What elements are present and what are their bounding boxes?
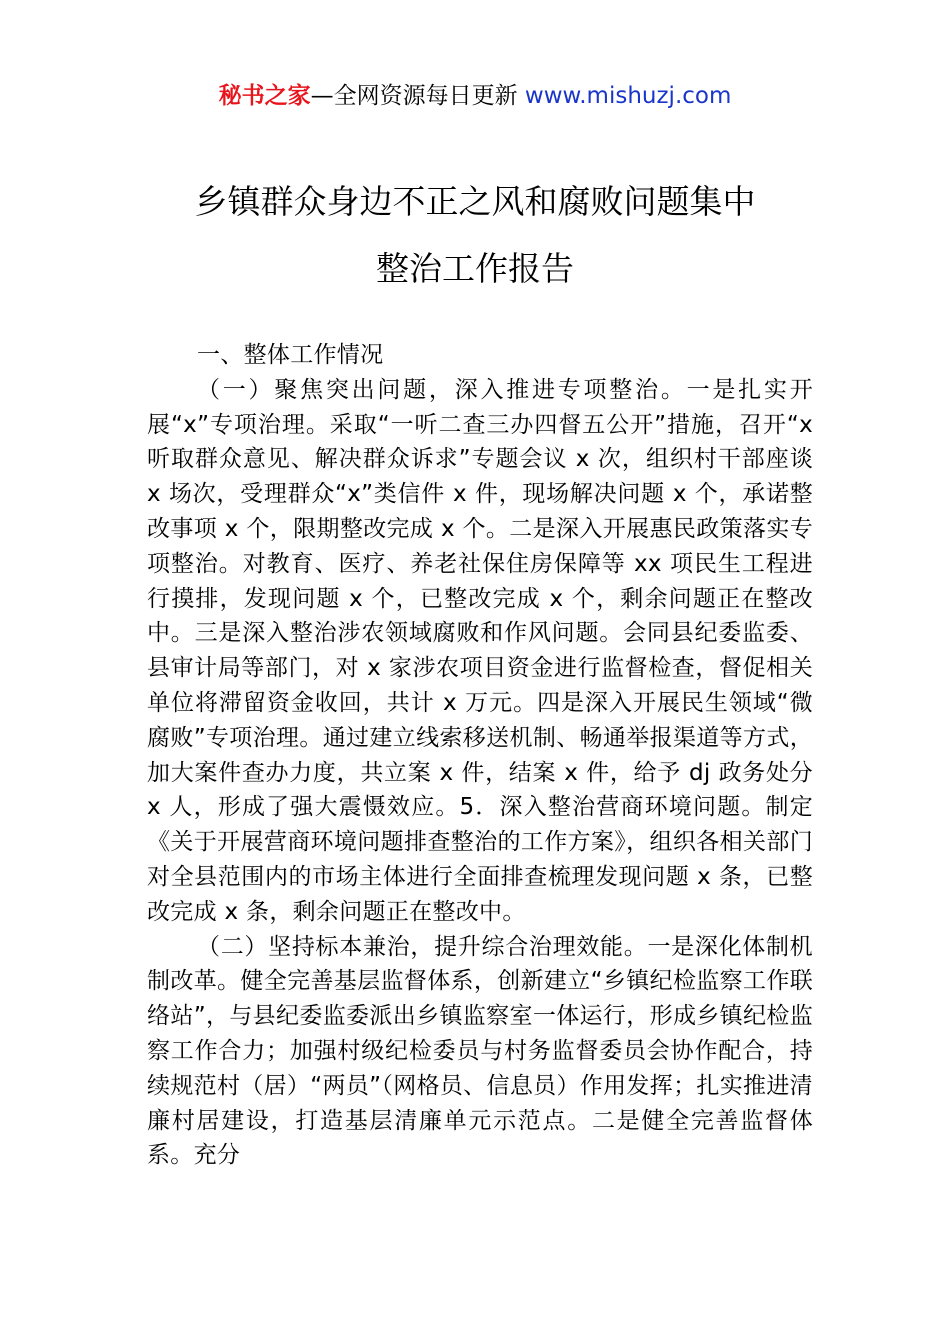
site-url-link[interactable]: www.mishuzj.com [524, 83, 732, 109]
document-title-line-2: 整治工作报告 [376, 249, 574, 288]
brand-name: 秘书之家 [218, 83, 311, 109]
site-header [0, 80, 950, 112]
document-body [147, 338, 813, 1173]
section-heading: 一、整体工作情况 [197, 342, 384, 368]
header-tagline: —全网资源每日更新 [310, 83, 518, 109]
body-paragraph: （二）坚持标本兼治，提升综合治理效能。一是深化体制机制改革。健全完善基层监督体系，创新建立“乡镇纪检监察工作联络站”，与县纪委监委派出乡镇监察室一体运行，形成乡镇纪检监察工作合力；加强村级纪检委员与村务监督委员会协作配合，持续规范村（居）“两员”（网格员、信息员）作用发挥；扎实推进清廉村居建设，打造基层清廉单元示范点。二是健全完善监督体系。充分 [147, 933, 813, 1169]
document-title-line-1: 乡镇群众身边不正之风和腐败问题集中 [194, 182, 756, 221]
body-paragraph: （一）聚焦突出问题，深入推进专项整治。一是扎实开展“x”专项治理。采取“一听二查三办四督五公开”措施，召开“x 听取群众意见、解决群众诉求”专题会议 x 次，组织村干部座谈 x 场次，受理群众“x”类信件 x 件，现场解决问题 x 个，承诺整改事项 x 个，限期整改完成 x 个。二是深入开展惠民政策落实专项整治。对教育、医疗、养老社保住房保障等 xx 项民生工程进行摸排，发现问题 x 个，已整改完成 x 个，剩余问题正在整改中。三是深入整治涉农领域腐败和作风问题。会同县纪委监委、县审计局等部门，对 x 家涉农项目资金进行监督检查，督促相关单位将滞留资金收回，共计 x 万元。四是深入开展民生领域“微腐败”专项治理。通过建立线索移送机制、畅通举报渠道等方式，加大案件查办力度，共立案 x 件，结案 x 件，给予 dj 政务处分 x 人，形成了强大震慑效应。5．深入整治营商环境问题。制定《关于开展营商环境问题排查整治的工作方案》，组织各相关部门对全县范围内的市场主体进行全面排查梳理发现问题 x 条，已整改完成 x 条，剩余问题正在整改中。 [147, 376, 813, 925]
